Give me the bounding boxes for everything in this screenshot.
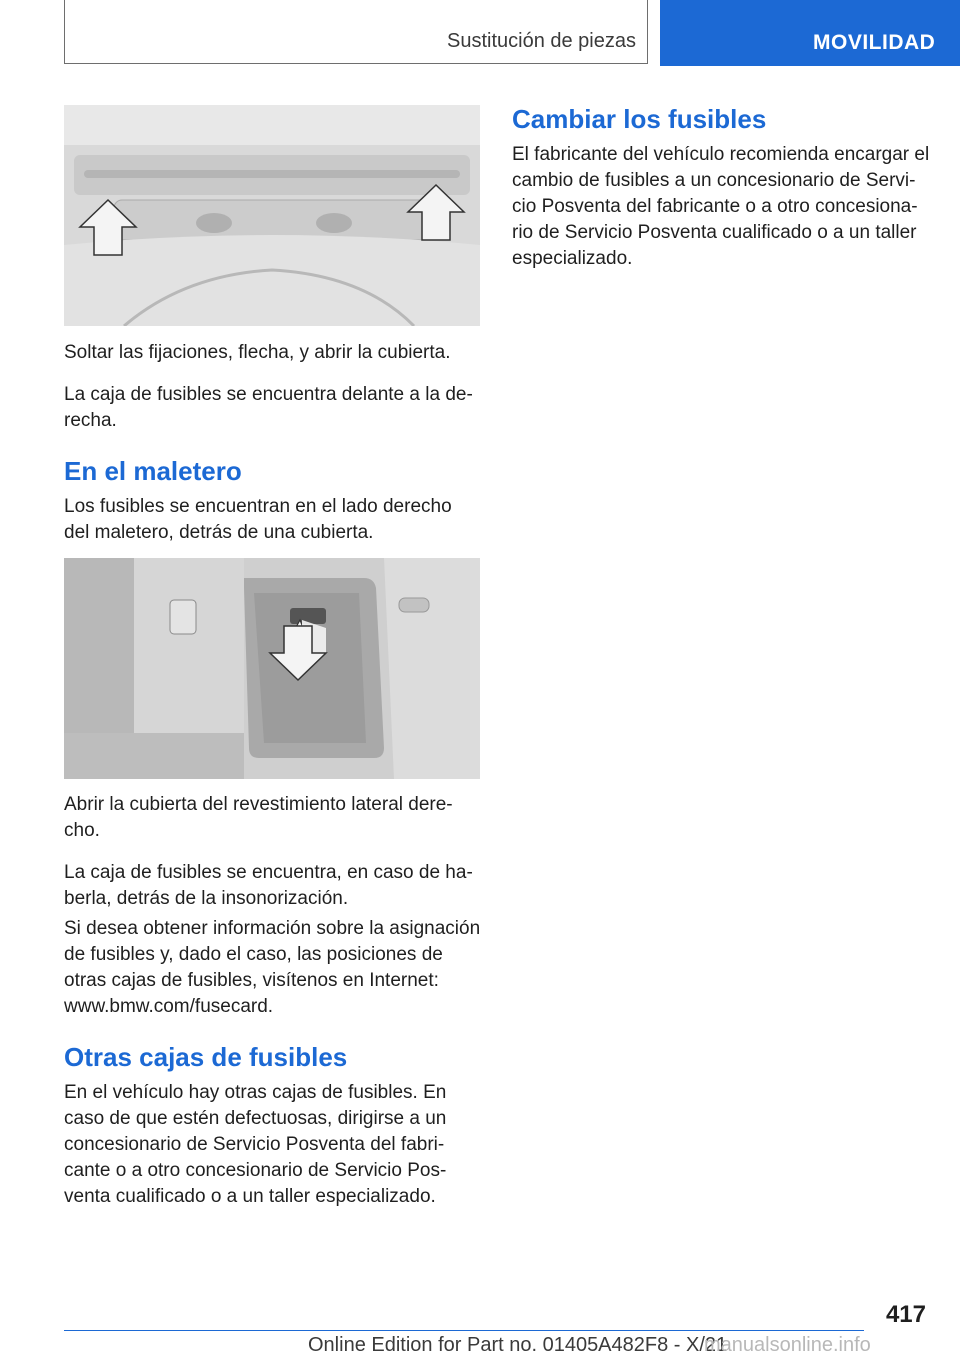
section-title: Sustitución de piezas — [446, 30, 636, 52]
footer-divider — [64, 1330, 864, 1331]
chapter-tab[interactable] — [660, 0, 960, 66]
heading-change-fuses: Cambiar los fusibles — [512, 104, 767, 134]
para-fusecard-info: Si desea obtener información sobre la asignación de fusibles y, dado el caso, las posiciones de otras cajas de fusibles, visítenos en Internet: www.bmw.com/fusecard. — [64, 918, 481, 1017]
footer-edition-text: Online Edition for Part no. 01405A482F8 - X/21 — [308, 1334, 728, 1356]
chapter-tab-label: MOVILIDAD — [813, 31, 936, 54]
photo-trunk-side-cover — [64, 558, 480, 779]
heading-other-fuse-boxes: Otras cajas de fusibles — [64, 1042, 348, 1072]
para-front-fuse-location: La caja de fusibles se encuentra delante a la de-recha. — [64, 384, 473, 431]
footer-watermark: manualsonline.info — [704, 1334, 871, 1356]
page-number: 417 — [885, 1301, 926, 1328]
caption-trunk-cover: Abrir la cubierta del revestimiento lateral dere-cho. — [64, 794, 453, 841]
para-insulation: La caja de fusibles se encuentra, en caso de ha-berla, detrás de la insonorización. — [64, 862, 473, 909]
para-other-fuse-boxes: En el vehículo hay otras cajas de fusibles. En caso de que estén defectuosas, dirigirse a un concesionario de Servicio Posventa del fabri-cante o a otro concesionario de Servicio Pos-venta cualificado o a un taller especializado. — [64, 1082, 447, 1207]
heading-trunk: En el maletero — [64, 456, 242, 486]
caption-fuse-cover: Soltar las fijaciones, flecha, y abrir la cubierta. — [64, 342, 451, 363]
para-change-fuses: El fabricante del vehículo recomienda encargar el cambio de fusibles a un concesionario de Servi-cio Posventa del fabricante o a otro concesiona-rio de Servicio Posventa cualificado o a un taller especializado. — [512, 144, 930, 269]
photo-fuse-cover-front — [64, 105, 480, 326]
para-trunk-fuses: Los fusibles se encuentran en el lado derecho del maletero, detrás de una cubierta. — [64, 496, 452, 543]
